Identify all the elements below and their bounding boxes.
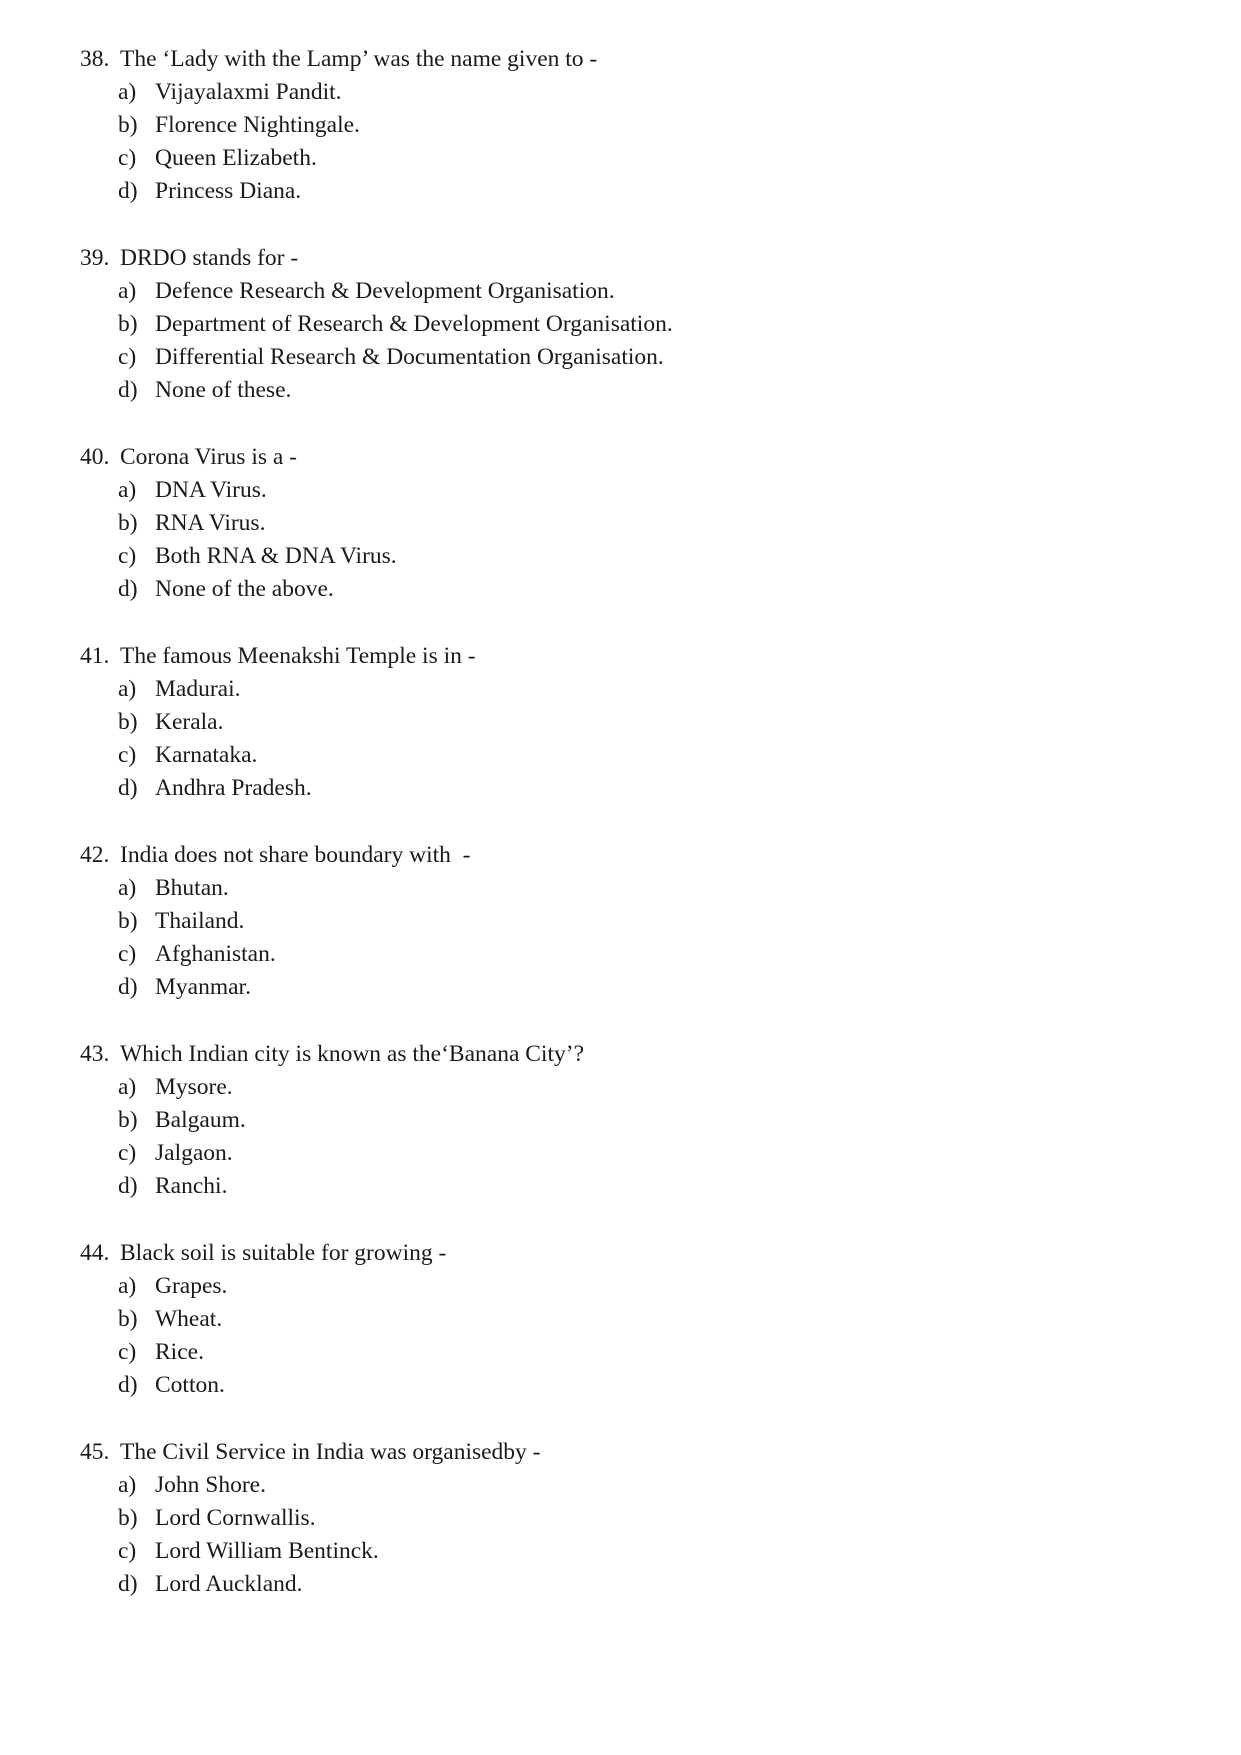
option-letter: a) [118,1074,137,1100]
option-a [80,474,1160,507]
option-letter: a) [118,875,137,901]
option-letter: c) [118,543,137,569]
question-40 [80,441,1160,606]
option-a [80,1071,1160,1104]
option-text: Defence Research & Development Organisation. [155,278,615,304]
question-text: The ‘Lady with the Lamp’ was the name given to - [120,46,598,72]
options-list [80,474,1160,606]
question-text: Black soil is suitable for growing - [120,1240,447,1266]
question-number: 40. [80,444,110,470]
option-text: Lord Cornwallis. [155,1505,316,1531]
options-list [80,872,1160,1004]
option-text: Jalgaon. [155,1140,233,1166]
question-number: 44. [80,1240,110,1266]
option-text: Both RNA & DNA Virus. [155,543,397,569]
option-b [80,1104,1160,1137]
option-letter: a) [118,676,137,702]
option-text: Mysore. [155,1074,233,1100]
option-text: Grapes. [155,1273,228,1299]
question-number: 38. [80,46,110,72]
question-text: DRDO stands for - [120,245,299,271]
question-number: 45. [80,1439,110,1465]
option-letter: b) [118,311,138,337]
question-stem [80,839,1160,872]
option-text: Princess Diana. [155,178,302,204]
option-letter: c) [118,145,137,171]
options-list [80,76,1160,208]
question-44 [80,1237,1160,1402]
option-text: Kerala. [155,709,224,735]
option-a [80,872,1160,905]
option-text: Andhra Pradesh. [155,775,312,801]
question-45 [80,1436,1160,1601]
option-letter: b) [118,709,138,735]
option-letter: c) [118,941,137,967]
option-letter: d) [118,1372,138,1398]
option-d [80,374,1160,407]
option-text: Karnataka. [155,742,258,768]
option-letter: d) [118,974,138,1000]
option-text: None of these. [155,377,292,403]
option-c [80,142,1160,175]
option-text: Department of Research & Development Organisation. [155,311,673,337]
option-c [80,1137,1160,1170]
question-stem [80,640,1160,673]
option-letter: a) [118,278,137,304]
option-letter: a) [118,79,137,105]
option-text: DNA Virus. [155,477,267,503]
option-text: Madurai. [155,676,241,702]
option-text: Lord Auckland. [155,1571,303,1597]
option-text: Cotton. [155,1372,225,1398]
option-letter: b) [118,1107,138,1133]
option-letter: a) [118,1273,137,1299]
option-text: Ranchi. [155,1173,228,1199]
option-letter: a) [118,1472,137,1498]
option-text: Queen Elizabeth. [155,145,317,171]
option-d [80,772,1160,805]
option-a [80,673,1160,706]
option-c [80,540,1160,573]
option-text: Afghanistan. [155,941,276,967]
option-text: Florence Nightingale. [155,112,360,138]
option-letter: d) [118,178,138,204]
option-b [80,1502,1160,1535]
option-d [80,1170,1160,1203]
option-text: None of the above. [155,576,334,602]
options-list [80,1071,1160,1203]
option-c [80,938,1160,971]
option-text: Vijayalaxmi Pandit. [155,79,342,105]
question-number: 39. [80,245,110,271]
question-text: The Civil Service in India was organisedby - [120,1439,541,1465]
option-d [80,573,1160,606]
option-text: Rice. [155,1339,204,1365]
option-b [80,308,1160,341]
option-letter: a) [118,477,137,503]
option-text: Differential Research & Documentation Organisation. [155,344,664,370]
option-text: Balgaum. [155,1107,246,1133]
option-a [80,1469,1160,1502]
option-text: RNA Virus. [155,510,266,536]
option-letter: d) [118,1571,138,1597]
question-39 [80,242,1160,407]
option-c [80,1535,1160,1568]
option-a [80,1270,1160,1303]
question-41 [80,640,1160,805]
option-text: Wheat. [155,1306,223,1332]
question-stem [80,1038,1160,1071]
question-number: 41. [80,643,110,669]
question-stem [80,43,1160,76]
option-letter: d) [118,377,138,403]
option-d [80,1568,1160,1601]
question-38 [80,43,1160,208]
question-stem [80,441,1160,474]
option-letter: d) [118,1173,138,1199]
question-stem [80,242,1160,275]
question-stem [80,1237,1160,1270]
question-text: Which Indian city is known as the‘Banana City’? [120,1041,584,1067]
option-text: Lord William Bentinck. [155,1538,379,1564]
option-d [80,1369,1160,1402]
option-letter: b) [118,1306,138,1332]
option-letter: c) [118,1339,137,1365]
options-list [80,275,1160,407]
option-text: Bhutan. [155,875,229,901]
question-43 [80,1038,1160,1203]
question-text: Corona Virus is a - [120,444,297,470]
option-letter: c) [118,1538,137,1564]
question-text: India does not share boundary with - [120,842,471,868]
question-number: 42. [80,842,110,868]
option-letter: b) [118,908,138,934]
option-letter: c) [118,1140,137,1166]
option-text: Myanmar. [155,974,251,1000]
option-letter: c) [118,344,137,370]
option-b [80,507,1160,540]
option-b [80,1303,1160,1336]
option-a [80,76,1160,109]
option-b [80,905,1160,938]
options-list [80,673,1160,805]
option-letter: d) [118,576,138,602]
question-number: 43. [80,1041,110,1067]
question-text: The famous Meenakshi Temple is in - [120,643,476,669]
option-b [80,706,1160,739]
option-letter: c) [118,742,137,768]
option-c [80,341,1160,374]
option-c [80,739,1160,772]
question-42 [80,839,1160,1004]
option-letter: b) [118,1505,138,1531]
option-text: Thailand. [155,908,245,934]
options-list [80,1270,1160,1402]
options-list [80,1469,1160,1601]
option-a [80,275,1160,308]
option-letter: b) [118,112,138,138]
option-text: John Shore. [155,1472,266,1498]
option-c [80,1336,1160,1369]
option-d [80,971,1160,1004]
option-letter: b) [118,510,138,536]
option-b [80,109,1160,142]
question-stem [80,1436,1160,1469]
option-letter: d) [118,775,138,801]
option-d [80,175,1160,208]
